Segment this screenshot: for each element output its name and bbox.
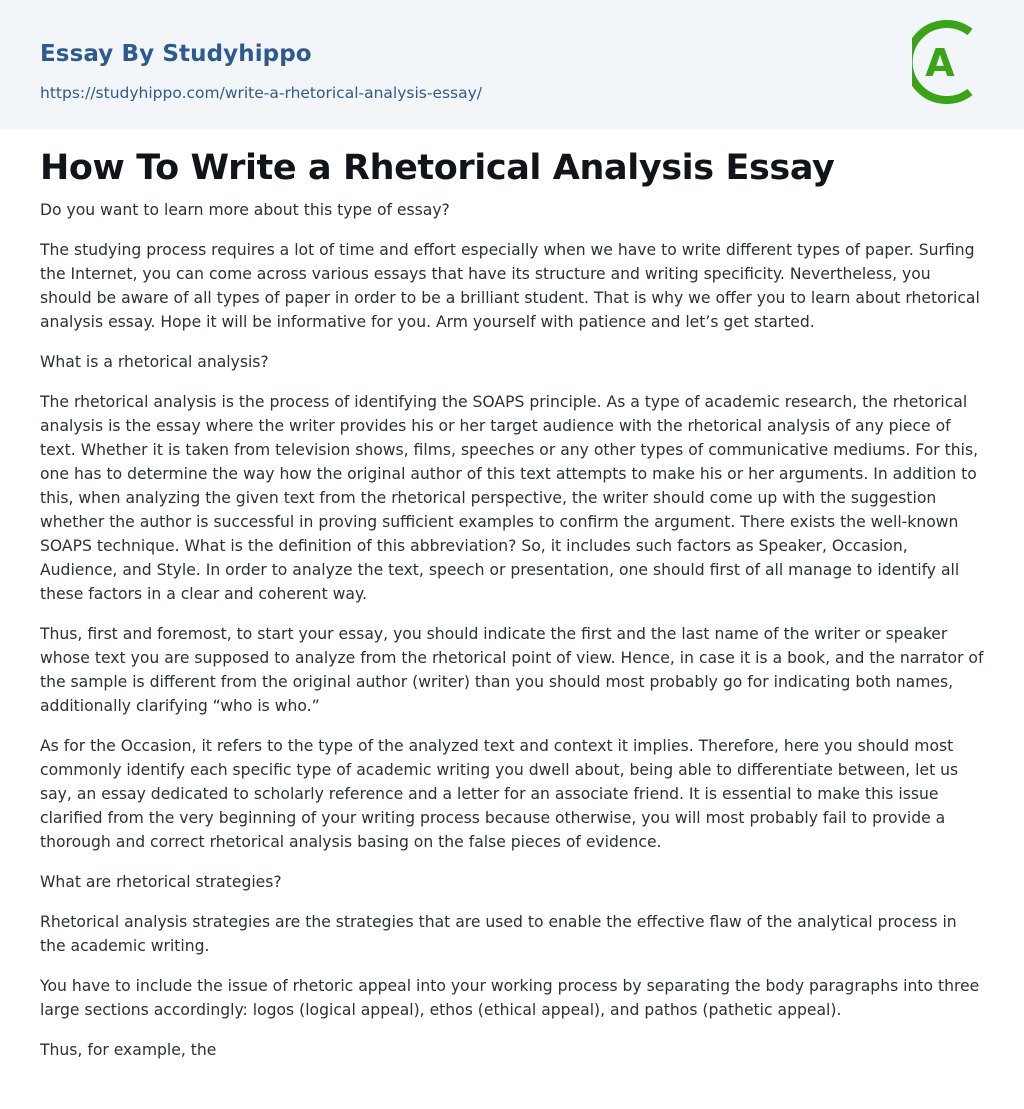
subheading-rhetorical-strategies: What are rhetorical strategies?	[40, 873, 282, 891]
paragraph-intro-question: Do you want to learn more about this type of essay?	[40, 201, 450, 219]
paragraph-truncated: Thus, for example, the	[40, 1041, 217, 1059]
site-header	[0, 0, 1024, 129]
paragraph-strategies-definition: Rhetorical analysis strategies are the strategies that are used to enable the effective flaw of the analytical process in the academic writing.	[40, 913, 957, 955]
studyhippo-logo-icon[interactable]	[912, 18, 988, 106]
page-title: How To Write a Rhetorical Analysis Essay	[40, 148, 835, 188]
paragraph-occasion: As for the Occasion, it refers to the type of the analyzed text and context it implies. Therefore, here you should most commonly identify each specific type of academic writing you dwell about, being able to differentiate between, let us say, an essay dedicated to scholarly reference and a letter for an associate friend. It is essential to make this issue clarified from the very beginning of your writing process because otherwise, you will most probably fail to provide a thorough and correct rhetorical analysis basing on the false pieces of evidence.	[40, 737, 959, 851]
brand-name[interactable]: Essay By Studyhippo	[40, 41, 312, 67]
paragraph-soaps-principle: The rhetorical analysis is the process of identifying the SOAPS principle. As a type of academic research, the rhetorical analysis is the essay where the writer provides his or her target audience with the rhetorical analysis of any piece of text. Whether it is taken from television shows, films, speeches or any other types of communicative mediums. For this, one has to determine the way how the original author of this text attempts to make his or her arguments. In addition to this, when analyzing the given text from the rhetorical perspective, the writer should come up with the suggestion whether the author is successful in proving sufficient examples to confirm the argument. There exists the well-known SOAPS technique. What is the definition of this abbreviation? So, it includes such factors as Speaker, Occasion, Audience, and Style. In order to analyze the text, speech or presentation, one should first of all manage to identify all these factors in a clear and coherent way.	[40, 393, 979, 603]
source-url-link[interactable]: https://studyhippo.com/write-a-rhetorical-analysis-essay/	[40, 84, 483, 102]
subheading-what-is-rhetorical-analysis: What is a rhetorical analysis?	[40, 353, 269, 371]
article-body	[40, 198, 986, 1078]
article-header	[40, 145, 834, 191]
logo-letter: A	[925, 41, 955, 85]
paragraph-speaker: Thus, first and foremost, to start your essay, you should indicate the first and the last name of the writer or speaker whose text you are supposed to analyze from the rhetorical point of view. Hence, in case it is a book, and the narrator of the sample is different from the original author (writer) than you should most probably go for indicating both names, additionally clarifying “who is who.”	[40, 625, 984, 715]
paragraph-studying-process: The studying process requires a lot of time and effort especially when we have to write different types of paper. Surfing the Internet, you can come across various essays that have its structure and writing specificity. Nevertheless, you should be aware of all types of paper in order to be a brilliant student. That is why we offer you to learn about rhetorical analysis essay. Hope it will be informative for you. Arm yourself with patience and let’s get started.	[40, 241, 980, 331]
paragraph-rhetoric-appeal: You have to include the issue of rhetoric appeal into your working process by separating the body paragraphs into three large sections accordingly: logos (logical appeal), ethos (ethical appeal), and pathos (pathetic appeal).	[40, 977, 980, 1019]
